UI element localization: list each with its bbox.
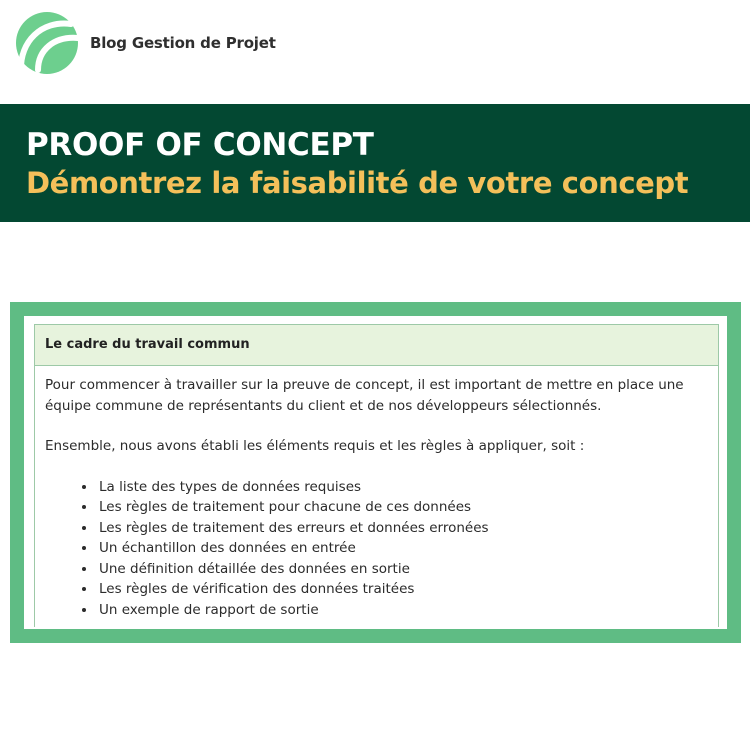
requirements-paragraph: Ensemble, nous avons établi les éléments requis et les règles à appliquer, soit : (45, 438, 585, 454)
requirements-list (45, 477, 708, 621)
list-item: • Une définition détaillée des données en sortie (97, 559, 708, 580)
content-card-frame (10, 302, 741, 643)
list-item: • Les règles de traitement pour chacune de ces données (97, 497, 708, 518)
content-card (34, 324, 719, 627)
banner-title: PROOF OF CONCEPT (26, 127, 374, 163)
banner-subtitle: Démontrez la faisabilité de votre concept (26, 166, 689, 200)
list-item: • Un échantillon des données en entrée (97, 538, 708, 559)
list-item: • Les règles de traitement des erreurs et données erronées (97, 518, 708, 539)
brand-logo[interactable] (16, 12, 276, 74)
card-body (35, 366, 718, 620)
leaf-logo-icon (16, 12, 86, 74)
list-item: • Les règles de vérification des données traitées (97, 579, 708, 600)
brand-name: Blog Gestion de Projet (90, 34, 276, 52)
card-header: Le cadre du travail commun (35, 325, 718, 366)
list-item: • La liste des types de données requises (97, 477, 708, 498)
list-item: • Un exemple de rapport de sortie (97, 600, 708, 621)
hero-banner (0, 104, 750, 222)
intro-paragraph: Pour commencer à travailler sur la preuve de concept, il est important de mettre en place une équipe commune de représentants du client et de nos développeurs sélectionnés. (45, 377, 684, 414)
content-card-inner (24, 316, 727, 629)
